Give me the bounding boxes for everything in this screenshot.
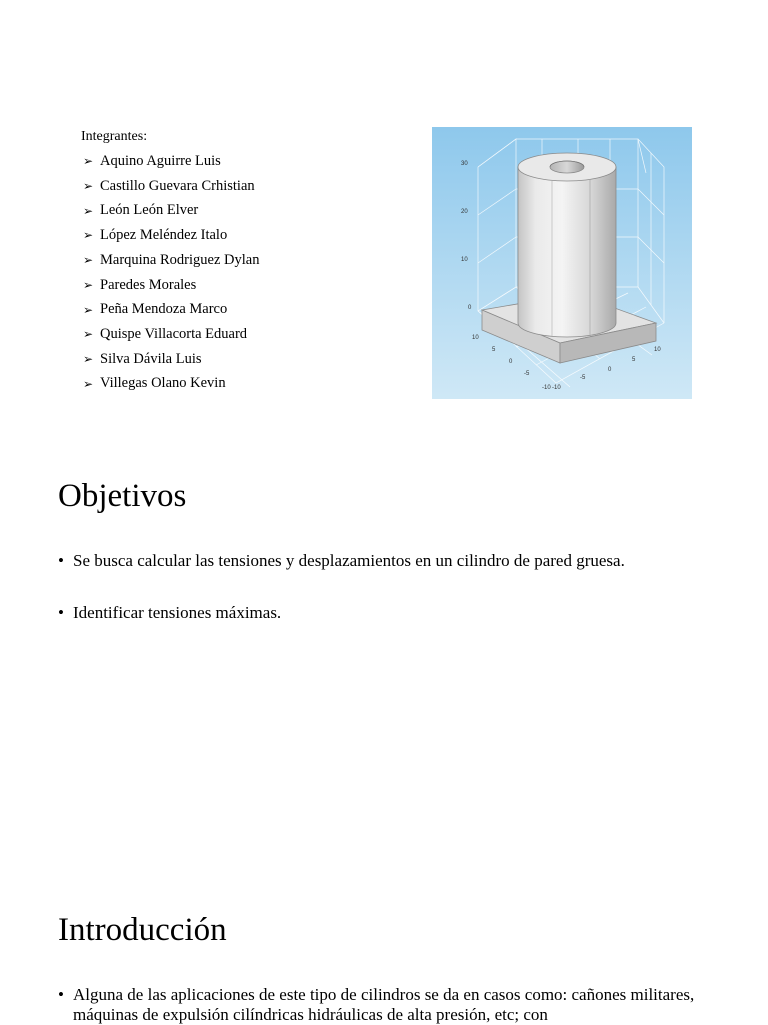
y-tick-label: 0 (509, 359, 513, 365)
list-item (81, 174, 411, 199)
z-tick-label: 0 (468, 305, 472, 311)
member-name: Villegas Olano Kevin (100, 375, 226, 392)
member-name: Peña Mendoza Marco (100, 301, 228, 318)
objetivos-heading: Objetivos (58, 478, 187, 514)
member-name: Silva Dávila Luis (100, 350, 202, 367)
bullet-dot-icon: • (58, 985, 64, 1004)
members-list (81, 128, 411, 396)
z-tick-label: 10 (461, 257, 468, 263)
cylinder-body (518, 153, 616, 337)
bullet-dot-icon: • (58, 551, 64, 570)
member-name: López Meléndez Italo (100, 227, 228, 244)
member-name: Castillo Guevara Crhistian (100, 177, 255, 194)
objetivos-item (58, 603, 718, 623)
objetivos-item-text: Se busca calcular las tensiones y desplazamientos en un cilindro de pared gruesa. (73, 551, 625, 570)
arrow-bullet-icon: ➢ (83, 179, 94, 194)
y-tick-label: 10 (472, 335, 479, 341)
introduccion-item-text: Alguna de las aplicaciones de este tipo de cilindros se da en casos como: cañones militares, máquinas de expulsión cilíndricas hidráulicas de alta presión, etc; con (73, 985, 695, 1024)
members-title: Integrantes: (81, 129, 148, 144)
cylinder-3d-figure (432, 127, 692, 399)
z-tick-label: 30 (461, 161, 468, 167)
list-item (81, 347, 411, 372)
y-tick-label: -10 (542, 385, 551, 391)
x-tick-label: 0 (608, 367, 612, 373)
x-tick-label: 5 (632, 357, 636, 363)
member-name: Aquino Aguirre Luis (100, 153, 221, 169)
members-names (81, 149, 411, 396)
introduccion-heading: Introducción (58, 912, 227, 948)
z-tick-label: 20 (461, 209, 468, 215)
arrow-bullet-icon: ➢ (83, 253, 94, 268)
list-item (81, 198, 411, 223)
introduccion-item (58, 985, 718, 1025)
list-item (81, 273, 411, 298)
list-item (81, 297, 411, 322)
list-item (81, 248, 411, 273)
arrow-bullet-icon: ➢ (83, 327, 94, 342)
x-tick-label: -5 (580, 375, 586, 381)
x-tick-label: -10 (552, 385, 561, 391)
list-item (81, 149, 411, 174)
cylinder-3d-plot (432, 127, 692, 399)
member-name: Marquina Rodriguez Dylan (100, 251, 260, 268)
y-tick-label: 5 (492, 347, 496, 353)
list-item (81, 371, 411, 396)
list-item (81, 223, 411, 248)
member-name: Quispe Villacorta Eduard (100, 325, 248, 342)
objetivos-item-text: Identificar tensiones máximas. (73, 603, 282, 622)
list-item (81, 322, 411, 347)
arrow-bullet-icon: ➢ (83, 277, 94, 292)
arrow-bullet-icon: ➢ (83, 376, 94, 391)
arrow-bullet-icon: ➢ (83, 203, 94, 218)
arrow-bullet-icon: ➢ (83, 351, 94, 366)
bullet-dot-icon: • (58, 603, 64, 622)
arrow-bullet-icon: ➢ (83, 154, 94, 169)
arrow-bullet-icon: ➢ (83, 228, 94, 243)
member-name: León León Elver (100, 202, 199, 219)
y-tick-label: -5 (524, 371, 530, 377)
objetivos-item (58, 551, 718, 571)
member-name: Paredes Morales (100, 276, 197, 293)
arrow-bullet-icon: ➢ (83, 302, 94, 317)
x-tick-label: 10 (654, 347, 661, 353)
